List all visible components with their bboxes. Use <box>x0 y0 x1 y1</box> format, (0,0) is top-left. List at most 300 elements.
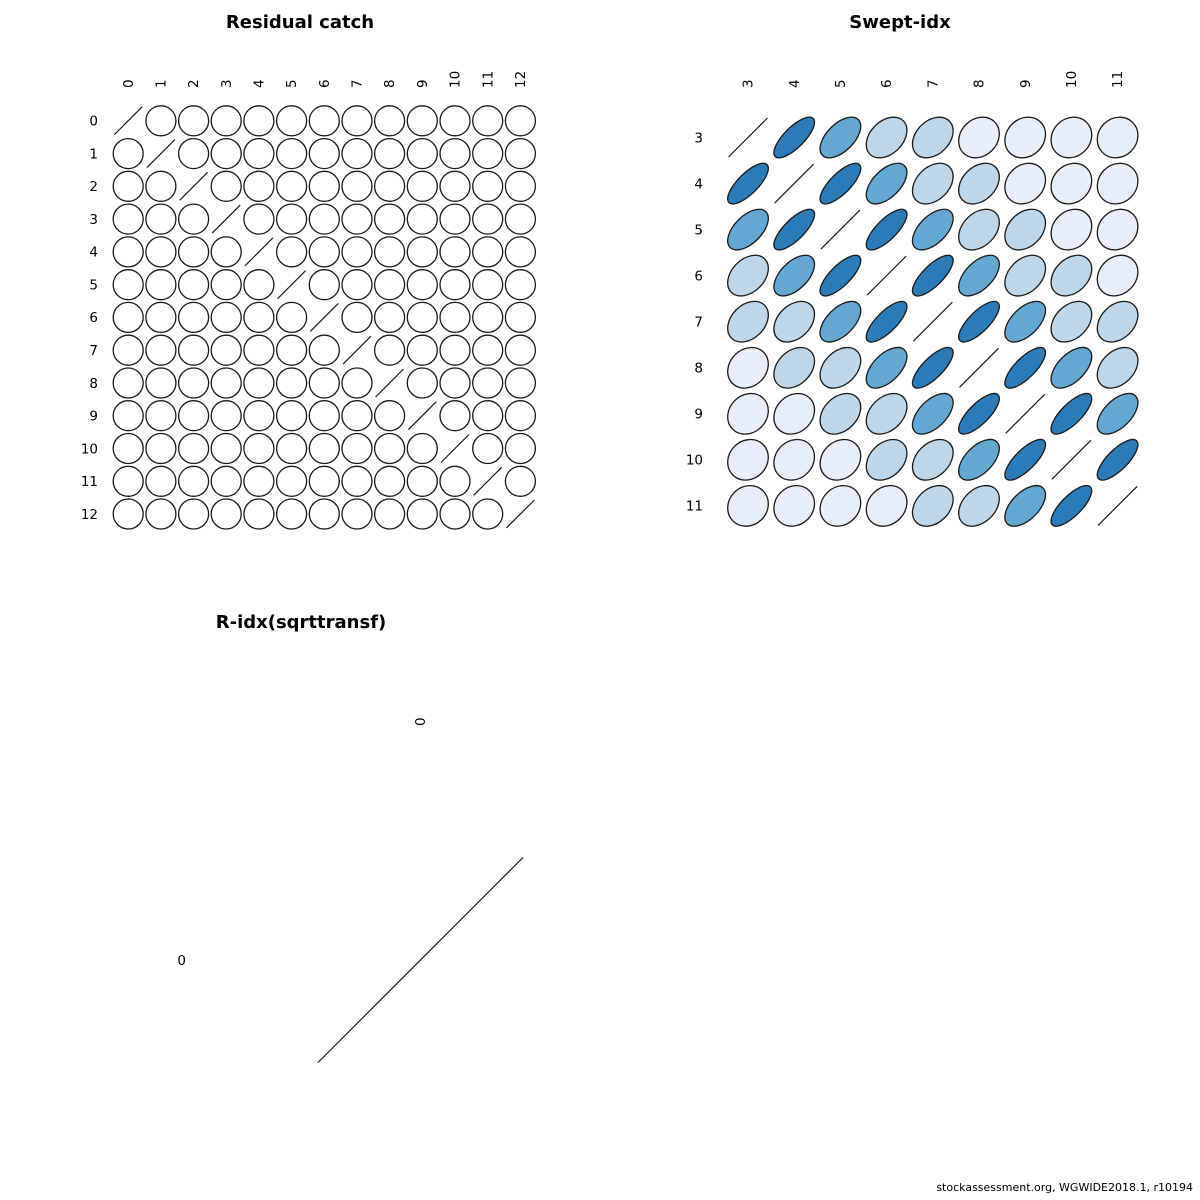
corr-ellipse <box>336 394 378 436</box>
corr-ellipse <box>401 198 443 240</box>
corr-ellipse <box>270 296 312 338</box>
panel-title-residual-catch: Residual catch <box>225 12 375 33</box>
corr-ellipse <box>368 165 410 207</box>
corr-ellipse <box>720 247 777 304</box>
corr-ellipse <box>434 296 476 338</box>
corr-ellipse <box>859 340 914 395</box>
corr-ellipse <box>719 339 776 396</box>
row-label: 8 <box>89 375 98 392</box>
col-label: 10 <box>1064 70 1080 88</box>
corr-ellipse <box>813 294 868 349</box>
col-label: 5 <box>284 79 301 88</box>
corr-ellipse <box>401 427 443 469</box>
correlation-matrices <box>81 71 1146 1063</box>
corr-ellipse <box>466 198 508 240</box>
corr-ellipse <box>140 493 182 535</box>
corr-ellipse <box>1089 201 1146 258</box>
corr-ellipse <box>499 296 541 338</box>
corr-ellipse <box>499 198 541 240</box>
corr-ellipse <box>466 100 508 142</box>
corr-ellipse <box>1043 155 1100 212</box>
corr-ellipse <box>172 394 214 436</box>
corr-ellipse <box>434 394 476 436</box>
corr-ellipse <box>907 249 959 301</box>
corr-ellipse <box>107 493 149 535</box>
corr-ellipse <box>140 296 182 338</box>
col-label: 6 <box>316 79 333 88</box>
row-label: 3 <box>89 211 98 228</box>
diagonal-line <box>180 172 208 200</box>
corr-ellipse <box>401 329 443 371</box>
col-label: 3 <box>218 79 235 88</box>
row-label: 9 <box>89 408 98 425</box>
corr-ellipse <box>499 394 541 436</box>
corr-ellipse <box>205 296 247 338</box>
corr-ellipse <box>140 460 182 502</box>
corr-ellipse <box>1089 109 1146 166</box>
corr-ellipse <box>401 493 443 535</box>
corr-ellipse <box>238 165 280 207</box>
col-label: 8 <box>971 79 988 88</box>
corr-ellipse <box>140 427 182 469</box>
row-label: 0 <box>89 113 98 130</box>
diagonal-line <box>1006 394 1045 433</box>
panel-title-r-idx-sqrttransf: R-idx(sqrttransf) <box>215 612 387 633</box>
corr-ellipse <box>401 362 443 404</box>
corr-ellipse <box>401 132 443 174</box>
corr-ellipse <box>140 263 182 305</box>
col-label: 9 <box>414 79 431 88</box>
corr-ellipse <box>768 111 820 163</box>
corr-ellipse <box>205 100 247 142</box>
corr-ellipse <box>336 362 378 404</box>
corr-ellipse <box>303 165 345 207</box>
corr-ellipse <box>303 460 345 502</box>
corr-ellipse <box>303 394 345 436</box>
corr-ellipse <box>140 198 182 240</box>
corr-ellipse <box>303 100 345 142</box>
footer-credit: stockassessment.org, WGWIDE2018.1, r10194 <box>936 1181 1193 1194</box>
diagonal-line <box>212 205 240 233</box>
corr-ellipse <box>401 231 443 273</box>
row-label: 2 <box>89 179 98 196</box>
corr-ellipse <box>303 198 345 240</box>
row-label: 6 <box>89 310 98 327</box>
diagonal-line <box>960 348 999 387</box>
corr-ellipse <box>172 427 214 469</box>
corr-ellipse <box>238 427 280 469</box>
col-label: 1 <box>153 79 170 88</box>
corr-ellipse <box>466 165 508 207</box>
corr-ellipse <box>721 202 776 257</box>
col-label: 5 <box>833 79 849 88</box>
corr-ellipse <box>998 478 1053 533</box>
corr-ellipse <box>205 460 247 502</box>
corr-ellipse <box>466 296 508 338</box>
corr-ellipse <box>907 342 959 394</box>
diagonal-line <box>147 140 175 168</box>
corr-ellipse <box>368 100 410 142</box>
corr-ellipse <box>499 427 541 469</box>
corr-ellipse <box>205 493 247 535</box>
col-label: 11 <box>1110 70 1127 88</box>
corr-ellipse <box>368 427 410 469</box>
corr-ellipse <box>172 362 214 404</box>
corr-ellipse <box>434 198 476 240</box>
corr-ellipse <box>905 432 962 489</box>
row-label: 11 <box>80 474 98 491</box>
corr-ellipse <box>499 460 541 502</box>
corr-ellipse <box>107 132 149 174</box>
col-label: 2 <box>186 79 203 88</box>
corr-ellipse <box>107 231 149 273</box>
corr-ellipse <box>1090 386 1145 441</box>
corr-ellipse <box>499 100 541 142</box>
corr-ellipse <box>434 329 476 371</box>
corr-ellipse <box>238 296 280 338</box>
row-label: 3 <box>694 130 703 147</box>
corr-ellipse <box>238 329 280 371</box>
row-label: 5 <box>89 277 98 294</box>
col-label: 12 <box>513 70 529 88</box>
col-label: 11 <box>480 70 497 88</box>
corr-ellipse <box>499 362 541 404</box>
corr-ellipse <box>434 165 476 207</box>
corr-ellipse <box>860 296 912 348</box>
corr-ellipse <box>107 263 149 305</box>
row-label: 11 <box>685 498 703 515</box>
row-label: 9 <box>694 406 703 423</box>
corr-ellipse <box>434 460 476 502</box>
corr-ellipse <box>719 431 776 488</box>
corr-ellipse <box>368 198 410 240</box>
corr-ellipse <box>172 198 214 240</box>
corr-ellipse <box>303 427 345 469</box>
corr-ellipse <box>336 198 378 240</box>
corr-ellipse <box>858 477 915 534</box>
diagonal-line <box>867 256 906 295</box>
corr-ellipse <box>720 293 777 350</box>
row-label: 4 <box>694 176 703 193</box>
corr-ellipse <box>368 231 410 273</box>
corr-ellipse <box>997 155 1054 212</box>
corr-ellipse <box>140 394 182 436</box>
corr-ellipse <box>858 431 915 488</box>
corr-ellipse <box>270 100 312 142</box>
corr-ellipse <box>238 362 280 404</box>
corr-ellipse <box>1043 293 1100 350</box>
corr-ellipse <box>205 362 247 404</box>
row-label: 12 <box>80 506 98 523</box>
corr-ellipse <box>434 132 476 174</box>
corr-ellipse <box>1091 434 1143 486</box>
corr-ellipse <box>466 427 508 469</box>
corr-ellipse <box>140 329 182 371</box>
diagonal-line <box>441 435 469 463</box>
row-label: 10 <box>685 452 703 469</box>
corr-ellipse <box>998 294 1053 349</box>
corr-ellipse <box>766 431 823 488</box>
corr-ellipse <box>368 460 410 502</box>
corr-ellipse <box>434 263 476 305</box>
corr-ellipse <box>336 427 378 469</box>
corr-ellipse <box>270 165 312 207</box>
diagonal-line <box>245 238 273 266</box>
corr-ellipse <box>401 296 443 338</box>
row-label: 4 <box>89 244 98 261</box>
corr-ellipse <box>303 362 345 404</box>
corr-ellipse <box>466 493 508 535</box>
corr-ellipse <box>858 386 915 443</box>
corr-ellipse <box>140 165 182 207</box>
row-label: 7 <box>89 343 98 359</box>
corr-ellipse <box>172 263 214 305</box>
corr-ellipse <box>270 460 312 502</box>
corr-ellipse <box>336 132 378 174</box>
corr-ellipse <box>466 394 508 436</box>
corr-ellipse <box>812 385 869 442</box>
diagonal-line <box>913 302 952 341</box>
col-label: 4 <box>786 79 803 88</box>
corr-ellipse <box>997 247 1054 304</box>
corr-ellipse <box>107 460 149 502</box>
corr-ellipse <box>466 231 508 273</box>
corr-ellipse <box>238 394 280 436</box>
corr-ellipse <box>950 109 1007 166</box>
row-label: 10 <box>80 441 98 458</box>
corr-ellipse <box>1043 109 1100 166</box>
corr-ellipse <box>270 231 312 273</box>
corr-ellipse <box>172 329 214 371</box>
corr-ellipse <box>238 263 280 305</box>
diagonal-line <box>1052 440 1091 479</box>
corr-ellipse <box>368 493 410 535</box>
corr-ellipse <box>722 157 774 209</box>
corr-ellipse <box>1045 480 1097 532</box>
corr-ellipse <box>997 109 1054 166</box>
corr-ellipse <box>904 478 961 535</box>
corr-ellipse <box>904 109 961 166</box>
corr-ellipse <box>140 231 182 273</box>
corr-ellipse <box>270 132 312 174</box>
corr-ellipse <box>951 478 1008 535</box>
diagonal-line <box>343 336 371 364</box>
corr-ellipse <box>140 362 182 404</box>
corr-ellipse <box>270 362 312 404</box>
corr-ellipse <box>466 329 508 371</box>
col-label: 9 <box>1017 79 1034 88</box>
diagonal-line <box>474 467 502 495</box>
corr-ellipse <box>368 132 410 174</box>
corr-ellipse <box>336 296 378 338</box>
row-label: 1 <box>89 146 98 163</box>
col-label: 4 <box>251 79 268 88</box>
corr-ellipse <box>905 155 962 212</box>
corr-ellipse <box>205 231 247 273</box>
col-label: 3 <box>740 79 757 88</box>
col-label: 7 <box>349 79 366 88</box>
corr-ellipse <box>238 132 280 174</box>
corr-ellipse <box>858 109 915 166</box>
corr-ellipse <box>1045 388 1097 440</box>
corr-ellipse <box>434 493 476 535</box>
corr-ellipse <box>205 427 247 469</box>
corr-ellipse <box>205 165 247 207</box>
corr-ellipse <box>1089 340 1146 397</box>
corr-ellipse <box>368 263 410 305</box>
corr-ellipse <box>401 165 443 207</box>
col-label: 7 <box>925 79 942 88</box>
corr-ellipse <box>336 165 378 207</box>
corr-ellipse <box>401 263 443 305</box>
corr-ellipse <box>766 477 823 534</box>
corr-ellipse <box>270 394 312 436</box>
corr-ellipse <box>336 231 378 273</box>
corr-ellipse <box>814 157 866 209</box>
diagonal-line <box>408 402 436 430</box>
corr-ellipse <box>368 329 410 371</box>
diagonal-line <box>318 858 523 1063</box>
corr-ellipse <box>172 100 214 142</box>
diagonal-line <box>506 500 534 528</box>
corr-ellipse <box>905 386 960 441</box>
corr-ellipse <box>238 493 280 535</box>
corr-ellipse <box>401 100 443 142</box>
corr-ellipse <box>951 201 1008 258</box>
corr-ellipse <box>1089 247 1146 304</box>
corr-ellipse <box>270 493 312 535</box>
corr-ellipse <box>303 231 345 273</box>
corr-ellipse <box>999 434 1051 486</box>
matrix-panel-1 <box>686 71 1146 535</box>
corr-ellipse <box>953 388 1005 440</box>
corr-ellipse <box>336 493 378 535</box>
corr-ellipse <box>999 342 1051 394</box>
corr-ellipse <box>1089 293 1146 350</box>
corr-ellipse <box>719 385 776 442</box>
corr-ellipse <box>812 431 869 488</box>
corr-ellipse <box>336 460 378 502</box>
corr-ellipse <box>719 477 776 534</box>
diagonal-line <box>729 118 768 157</box>
corr-ellipse <box>107 296 149 338</box>
corr-ellipse <box>812 340 869 397</box>
corr-ellipse <box>368 394 410 436</box>
corr-ellipse <box>238 198 280 240</box>
corr-ellipse <box>997 201 1054 258</box>
corr-ellipse <box>952 432 1007 487</box>
row-label: 0 <box>177 952 186 969</box>
corr-ellipse <box>107 165 149 207</box>
row-label: 5 <box>694 222 703 239</box>
corr-ellipse <box>172 132 214 174</box>
col-label: 10 <box>447 70 464 88</box>
corr-ellipse <box>107 394 149 436</box>
corr-ellipse <box>205 132 247 174</box>
col-label: 0 <box>120 79 137 88</box>
corr-ellipse <box>434 100 476 142</box>
corr-ellipse <box>238 100 280 142</box>
corr-ellipse <box>768 203 820 255</box>
corr-ellipse <box>303 132 345 174</box>
corr-ellipse <box>1043 201 1100 258</box>
diagonal-line <box>775 164 814 203</box>
corr-ellipse <box>434 362 476 404</box>
corr-ellipse <box>499 263 541 305</box>
corr-ellipse <box>499 165 541 207</box>
corr-ellipse <box>303 329 345 371</box>
corr-ellipse <box>1043 247 1100 304</box>
corr-ellipse <box>401 460 443 502</box>
corr-ellipse <box>766 339 823 396</box>
row-label: 6 <box>694 268 703 285</box>
corr-ellipse <box>303 493 345 535</box>
corr-ellipse <box>270 329 312 371</box>
corr-ellipse <box>107 362 149 404</box>
corr-ellipse <box>172 460 214 502</box>
corr-ellipse <box>172 493 214 535</box>
corr-ellipse <box>270 198 312 240</box>
col-label: 0 <box>413 717 430 726</box>
corr-ellipse <box>812 477 869 534</box>
col-label: 8 <box>382 79 399 88</box>
corr-ellipse <box>766 385 823 442</box>
corr-ellipse <box>466 132 508 174</box>
diagonal-line <box>821 210 860 249</box>
corr-ellipse <box>859 156 914 211</box>
corr-ellipse <box>303 263 345 305</box>
corr-ellipse <box>952 248 1007 303</box>
corr-ellipse <box>499 132 541 174</box>
diagonal-line <box>114 107 142 135</box>
corr-ellipse <box>1089 155 1146 212</box>
corr-ellipse <box>499 231 541 273</box>
row-label: 8 <box>694 360 703 377</box>
corr-ellipse <box>951 155 1008 212</box>
corr-ellipse <box>466 362 508 404</box>
corr-ellipse <box>766 293 823 350</box>
corr-ellipse <box>336 100 378 142</box>
corr-ellipse <box>172 296 214 338</box>
corr-ellipse <box>368 296 410 338</box>
corr-ellipse <box>336 263 378 305</box>
corr-ellipse <box>953 296 1005 348</box>
corr-ellipse <box>205 394 247 436</box>
corr-ellipse <box>499 329 541 371</box>
matrix-panel-2 <box>177 717 523 1062</box>
diagonal-line <box>376 369 404 397</box>
corr-ellipse <box>905 202 960 257</box>
diagonal-line <box>310 303 338 331</box>
corr-ellipse <box>205 329 247 371</box>
corr-ellipse <box>860 203 912 255</box>
panel-title-swept-idx: Swept-idx <box>849 12 951 33</box>
corr-ellipse <box>270 427 312 469</box>
corr-ellipse <box>205 263 247 305</box>
corr-ellipse <box>107 198 149 240</box>
corr-ellipse <box>107 329 149 371</box>
corr-ellipse <box>466 263 508 305</box>
col-label: 6 <box>879 79 896 88</box>
corr-ellipse <box>107 427 149 469</box>
row-label: 7 <box>694 314 703 331</box>
diagonal-line <box>1098 486 1137 525</box>
corr-ellipse <box>1044 340 1099 395</box>
corr-ellipse <box>140 100 182 142</box>
matrix-panel-0 <box>81 71 542 535</box>
corr-ellipse <box>434 231 476 273</box>
corr-ellipse <box>813 110 868 165</box>
